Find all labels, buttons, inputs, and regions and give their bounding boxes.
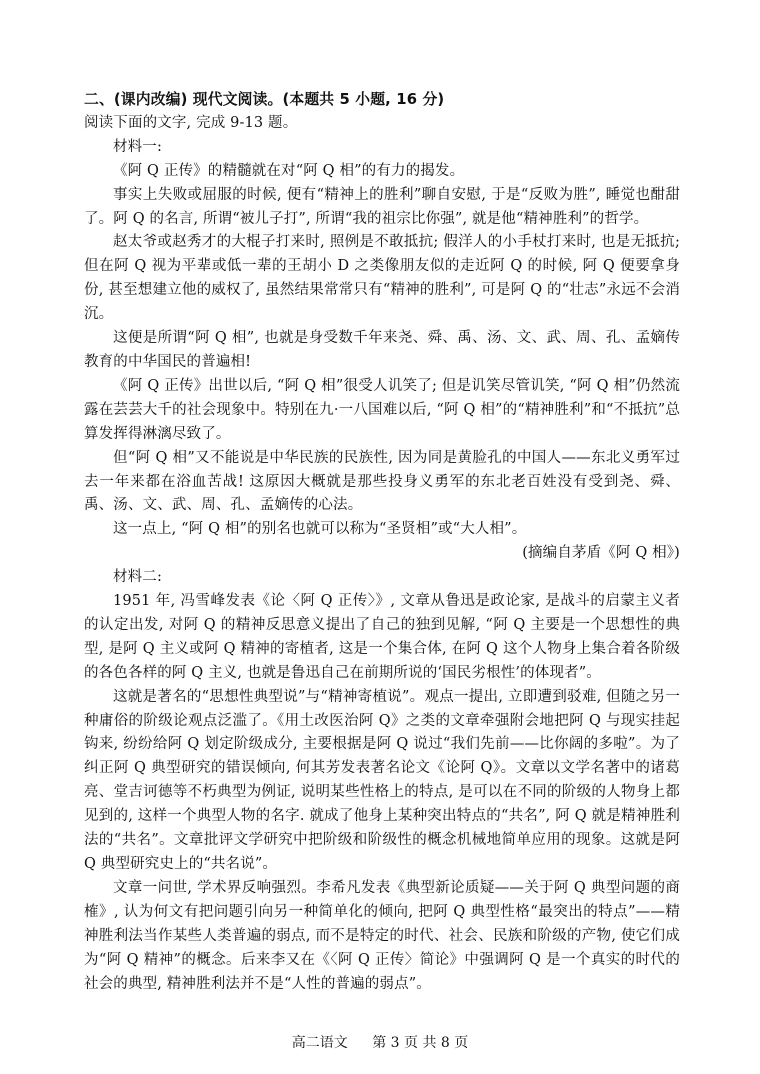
footer-subject: 高二语文 xyxy=(291,1035,348,1051)
material1-source: (摘编自茅盾《阿 Q 相》) xyxy=(522,545,680,562)
material2-paragraph: 文章一问世, 学术界反响强烈。李希凡发表《典型新论质疑——关于阿 Q 典型问题的商榷》, 认为何文有把问题引向另一种简单化的倾向, 把阿 Q 典型性格“最突出的特点”——精神胜利法当作某些人类普遍的弱点, 而不是特定的时代、社会、民族和阶级的产物, 使它们成为“阿 Q 精神”的概念。后来李又在《〈阿 Q 正传〉简论》中强调阿 Q 是一个真实的时代的社会的典型, 精神胜利法并不是“人性的普遍的弱点”。 xyxy=(84,879,680,992)
material2-paragraph: 1951 年, 冯雪峰发表《论〈阿 Q 正传〉》, 文章从鲁迅是政论家, 是战斗的启蒙主义者的认定出发, 对阿 Q 的精神反思意义提出了自己的独到见解, “阿 Q 主要是一个思想性的典型, 是阿 Q 主义或阿 Q 精神的寄植者, 这是一个集合体, 在阿 Q 这个人物身上集合着各阶级的各色各样的阿 Q 主义, 也就是鲁迅自己在前期所说的‘国民劣根性’的体现者”。 xyxy=(84,593,680,681)
section-heading: 二、(课内改编) 现代文阅读。(本题共 5 小题, 16 分) xyxy=(84,91,445,108)
material1-paragraph: 《阿 Q 正传》的精髓就在对“阿 Q 相”的有力的揭发。 xyxy=(113,162,465,179)
material1-paragraph: 事实上失败或屈服的时候, 便有“精神上的胜利”聊自安慰, 于是“反败为胜”, 睡觉也酣甜了。阿 Q 的名言, 所谓“被儿子打”, 所谓“我的祖宗比你强”, 就是他“精神胜利”的哲学。 xyxy=(84,186,680,227)
material1-paragraph: 这一点上, “阿 Q 相”的别名也就可以称为“圣贤相”或“大人相”。 xyxy=(113,521,527,538)
page-footer xyxy=(0,1032,760,1052)
material2-label: 材料二: xyxy=(113,569,162,586)
material1-paragraph: 但“阿 Q 相”又不能说是中华民族的民族性, 因为同是黄脸孔的中国人——东北义勇军过去一年来都在浴血苦战! 这原因大概就是那些投身义勇军的东北老百姓没有受到尧、舜、禹、汤、文、武、周、孔、孟嫡传的心法。 xyxy=(84,449,680,514)
document-body xyxy=(84,88,680,996)
material1-label: 材料一: xyxy=(113,138,162,155)
instruction-text: 阅读下面的文字, 完成 9-13 题。 xyxy=(84,114,298,131)
material2-paragraph: 这就是著名的“思想性典型说”与“精神寄植说”。观点一提出, 立即遭到驳难, 但随之另一种庸俗的阶级论观点泛滥了。《用土改医治阿 Q》之类的文章牵强附会地把阿 Q 与现实挂起钩来, 纷纷给阿 Q 划定阶级成分, 主要根据是阿 Q 说过“我们先前——比你阔的多啦”。为了纠正阿 Q 典型研究的错误倾向, 何其芳发表著名论文《论阿 Q》。文章以文学名著中的诸葛亮、堂吉诃德等不朽典型为例证, 说明某些性格上的特点, 是可以在不同的阶级的人物身上都见到的, 这样一个典型人物的名字. 就成了他身上某种突出特点的“共名”, 阿 Q 就是精神胜利法的“共名”。文章批评文学研究中把阶级和阶级性的概念机械地简单应用的现象。这就是阿 Q 典型研究史上的“共名说”。 xyxy=(84,688,680,872)
material1-paragraph: 《阿 Q 正传》出世以后, “阿 Q 相”很受人讥笑了; 但是讥笑尽管讥笑, “阿 Q 相”仍然流露在芸芸大千的社会现象中。特别在九·一八国难以后, “阿 Q 相”的“精神胜利”和“不抵抗”总算发挥得淋漓尽致了。 xyxy=(84,377,680,442)
material1-paragraph: 赵太爷或赵秀才的大棍子打来时, 照例是不敢抵抗; 假洋人的小手杖打来时, 也是无抵抗; 但在阿 Q 视为平辈或低一辈的王胡小 D 之类像朋友似的走近阿 Q 的时候, 阿 Q 便要拿身份, 甚至想建立他的威权了, 虽然结果常常只有“精神的胜利”, 可是阿 Q 的“壮志”永远不会消沉。 xyxy=(84,234,680,323)
footer-page-number: 第 3 页 共 8 页 xyxy=(372,1035,469,1051)
material1-paragraph: 这便是所谓“阿 Q 相”, 也就是身受数千年来尧、舜、禹、汤、文、武、周、孔、孟嫡传教育的中华国民的普遍相! xyxy=(84,330,680,370)
